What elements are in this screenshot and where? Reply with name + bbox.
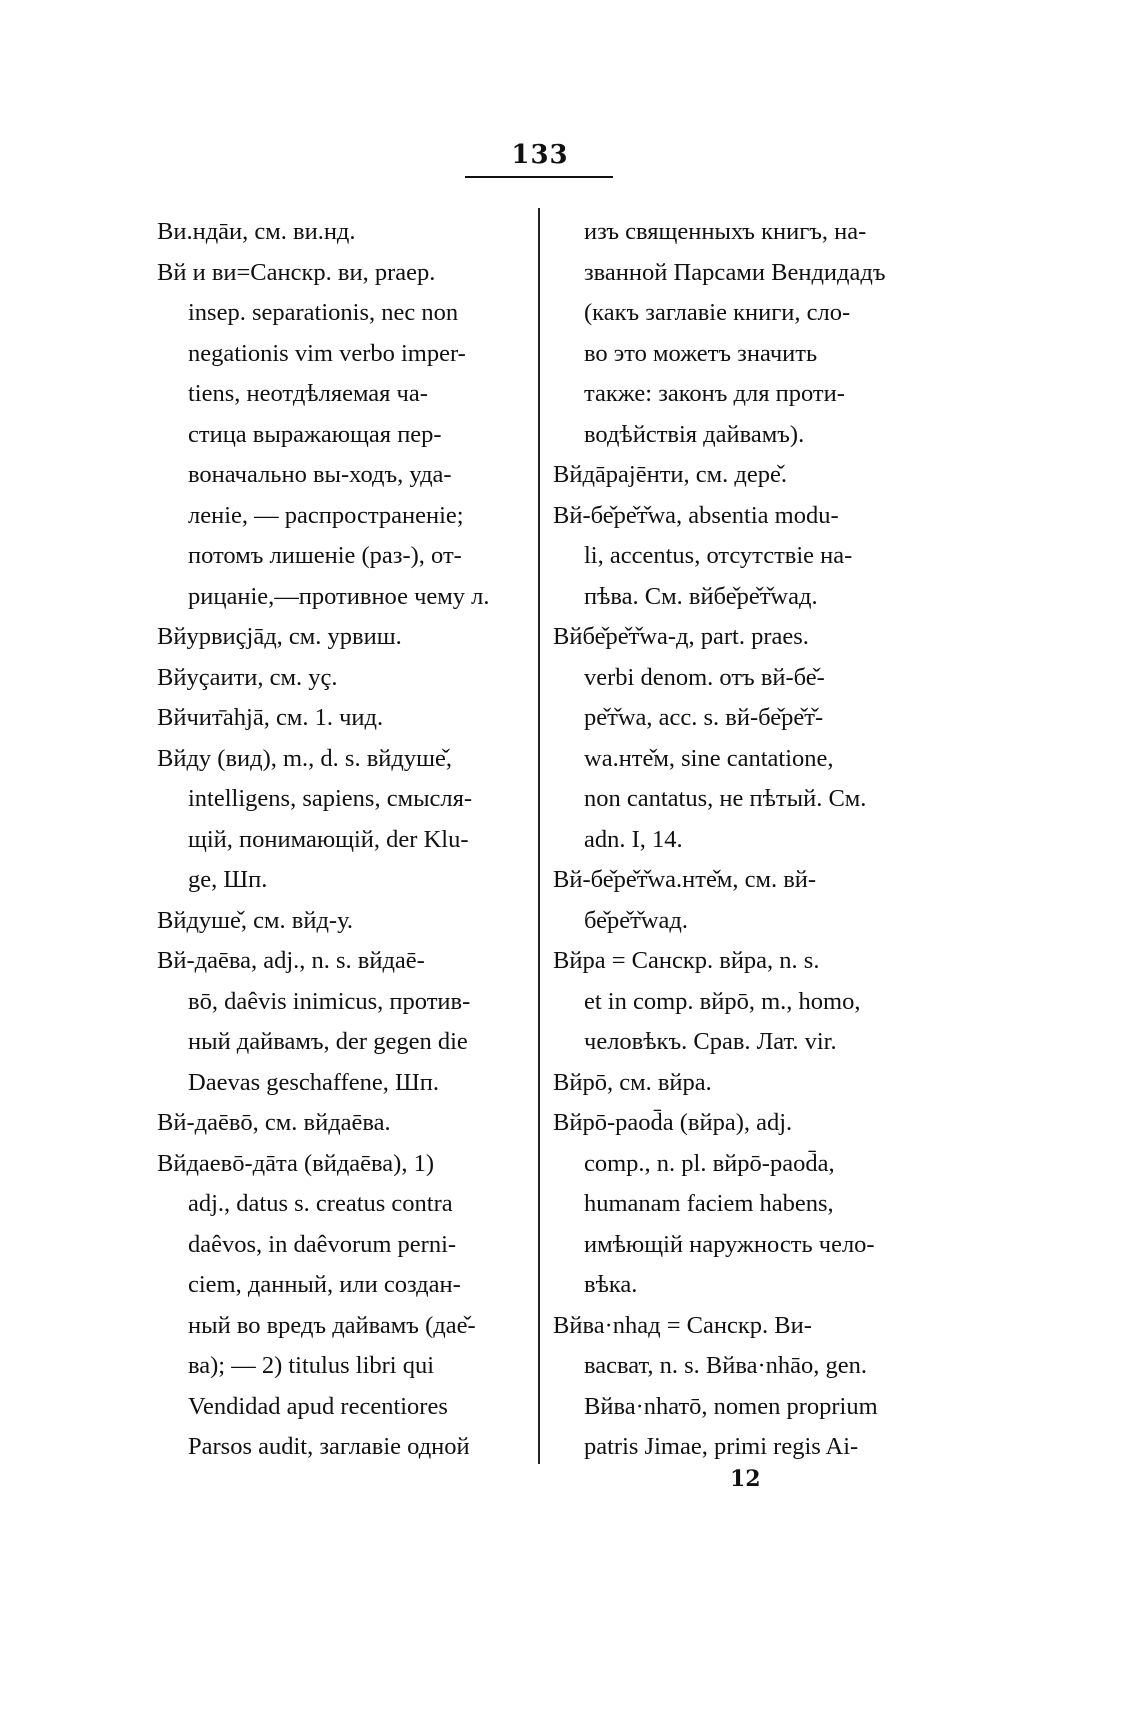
entry-line: воначально вы-ходъ, уда- bbox=[188, 461, 452, 488]
entry-line: Вйдаевō-дāта (вйдаēва), 1) bbox=[157, 1149, 434, 1177]
entry-line: Вй-даēвō, см. вйдаēва. bbox=[157, 1109, 391, 1136]
entry-line: Вйуçаити, см. уç. bbox=[157, 663, 338, 691]
entry-line: человѣкъ. Срав. Лат. vir. bbox=[584, 1028, 837, 1055]
entry-line: adn. I, 14. bbox=[584, 825, 683, 853]
entry-line: Вйурвиçjāд, см. урвиш. bbox=[157, 623, 402, 650]
entry-line: бе̌ре̌т̌wад. bbox=[584, 906, 689, 934]
entry-line: Вй и ви=Санскр. ви, praep. bbox=[157, 258, 436, 286]
entry-line: леніе, — распространеніе; bbox=[188, 501, 464, 529]
signature-mark: 12 bbox=[730, 1466, 761, 1492]
entry-line: et in comp. вйрō, m., homo, bbox=[584, 987, 861, 1015]
entry-line: Ви.ндāи, см. ви.нд. bbox=[157, 218, 356, 245]
entry-line: (какъ заглавіе книги, сло- bbox=[584, 299, 851, 326]
entry-line: во это можетъ значить bbox=[584, 339, 818, 367]
entry-line: Вйду (вид), m., d. s. вйдуше̌, bbox=[157, 744, 452, 772]
entry-line: Вйбе̌ре̌т̌wа-д, part. praes. bbox=[553, 623, 809, 650]
entry-line: ре̌т̌wа, acc. s. вй-бе̌ре̌т̌- bbox=[584, 704, 824, 731]
entry-line: daêvos, in daêvorum perni- bbox=[188, 1230, 457, 1258]
entry-line: negationis vim verbo imper- bbox=[188, 339, 466, 367]
entry-line: вō, daêvis inimicus, против- bbox=[188, 987, 471, 1015]
entry-line: ge, Шп. bbox=[188, 866, 268, 893]
entry-line: ный дайвамъ, der gegen die bbox=[188, 1028, 468, 1055]
entry-line: Вйрō-раоd̄а (вйра), adj. bbox=[553, 1109, 793, 1136]
page-number: 133 bbox=[511, 140, 569, 170]
entry-line: Вйва·nhад = Санскр. Ви- bbox=[553, 1311, 812, 1339]
entry-line: comp., n. pl. вйрō-раоd̄а, bbox=[584, 1149, 835, 1177]
entry-line: li, accentus, отсутствіе на- bbox=[584, 542, 853, 569]
column-divider bbox=[538, 208, 540, 1464]
entry-line: Вйдуше̌, см. вйд-у. bbox=[157, 906, 354, 934]
entry-line: tiens, неотдѣляемая ча- bbox=[188, 380, 428, 407]
entry-line: Вй-даēва, adj., n. s. вйдаē- bbox=[157, 947, 425, 974]
entry-line: пѣва. См. вйбе̌ре̌т̌wад. bbox=[584, 582, 818, 610]
entry-line: patris Jimae, primi regis Ai- bbox=[584, 1433, 859, 1460]
left-column bbox=[157, 212, 522, 1468]
entry-line: званной Парсами Вендидадъ bbox=[584, 258, 886, 286]
entry-line: Вй-бе̌ре̌т̌wа, absentia modu- bbox=[553, 501, 839, 529]
header-rule bbox=[465, 176, 613, 178]
entry-line: вѣка. bbox=[584, 1271, 638, 1298]
entry-line: ва); — 2) titulus libri qui bbox=[188, 1352, 435, 1379]
entry-line: рицаніе,—противное чему л. bbox=[188, 582, 490, 610]
entry-line: wа.нте̌м, sine cantatione, bbox=[584, 744, 834, 772]
entry-line: verbi denom. отъ вй-бе̌- bbox=[584, 663, 825, 691]
entry-line: Vendidad apud recentiores bbox=[188, 1392, 448, 1420]
entry-line: щій, понимающій, der Klu- bbox=[188, 825, 469, 853]
entry-line: humanam faciem habens, bbox=[584, 1190, 834, 1217]
entry-line: Parsos audit, заглавіе одной bbox=[188, 1433, 470, 1460]
entry-line: Вйчит̄аhjā, см. 1. чид. bbox=[157, 704, 384, 731]
entry-line: васват, n. s. Вйва·nhāо, gen. bbox=[584, 1352, 867, 1379]
entry-line: Вйрō, см. вйра. bbox=[553, 1068, 712, 1096]
entry-line: стица выражающая пер- bbox=[188, 420, 442, 448]
entry-line: Вйдāраjēнти, см. дере̌. bbox=[553, 461, 787, 488]
right-column bbox=[553, 212, 916, 1468]
entry-line: Вйва·nhатō, nomen proprium bbox=[584, 1392, 878, 1420]
entry-line: ный во вредъ дайвамъ (дае̌- bbox=[188, 1311, 476, 1339]
entry-line: Вйра = Санскр. вйра, n. s. bbox=[553, 947, 820, 974]
entry-line: водѣйствія дайвамъ). bbox=[584, 420, 805, 448]
entry-line: Вй-бе̌ре̌т̌wа.нте̌м, см. вй- bbox=[553, 866, 817, 893]
entry-line: insep. separationis, nec non bbox=[188, 299, 459, 326]
entry-line: также: законъ для проти- bbox=[584, 380, 845, 407]
entry-line: Daevas geschaffene, Шп. bbox=[188, 1068, 439, 1096]
entry-line: ciem, данный, или создан- bbox=[188, 1271, 461, 1298]
entry-line: изъ священныхъ книгъ, на- bbox=[584, 218, 867, 245]
entry-line: имѣющій наружность чело- bbox=[584, 1230, 875, 1258]
entry-line: потомъ лишеніе (раз-), от- bbox=[188, 542, 462, 569]
entry-line: intelligens, sapiens, смысля- bbox=[188, 785, 473, 812]
entry-line: non cantatus, не пѣтый. См. bbox=[584, 785, 867, 812]
entry-line: adj., datus s. creatus contra bbox=[188, 1190, 453, 1217]
